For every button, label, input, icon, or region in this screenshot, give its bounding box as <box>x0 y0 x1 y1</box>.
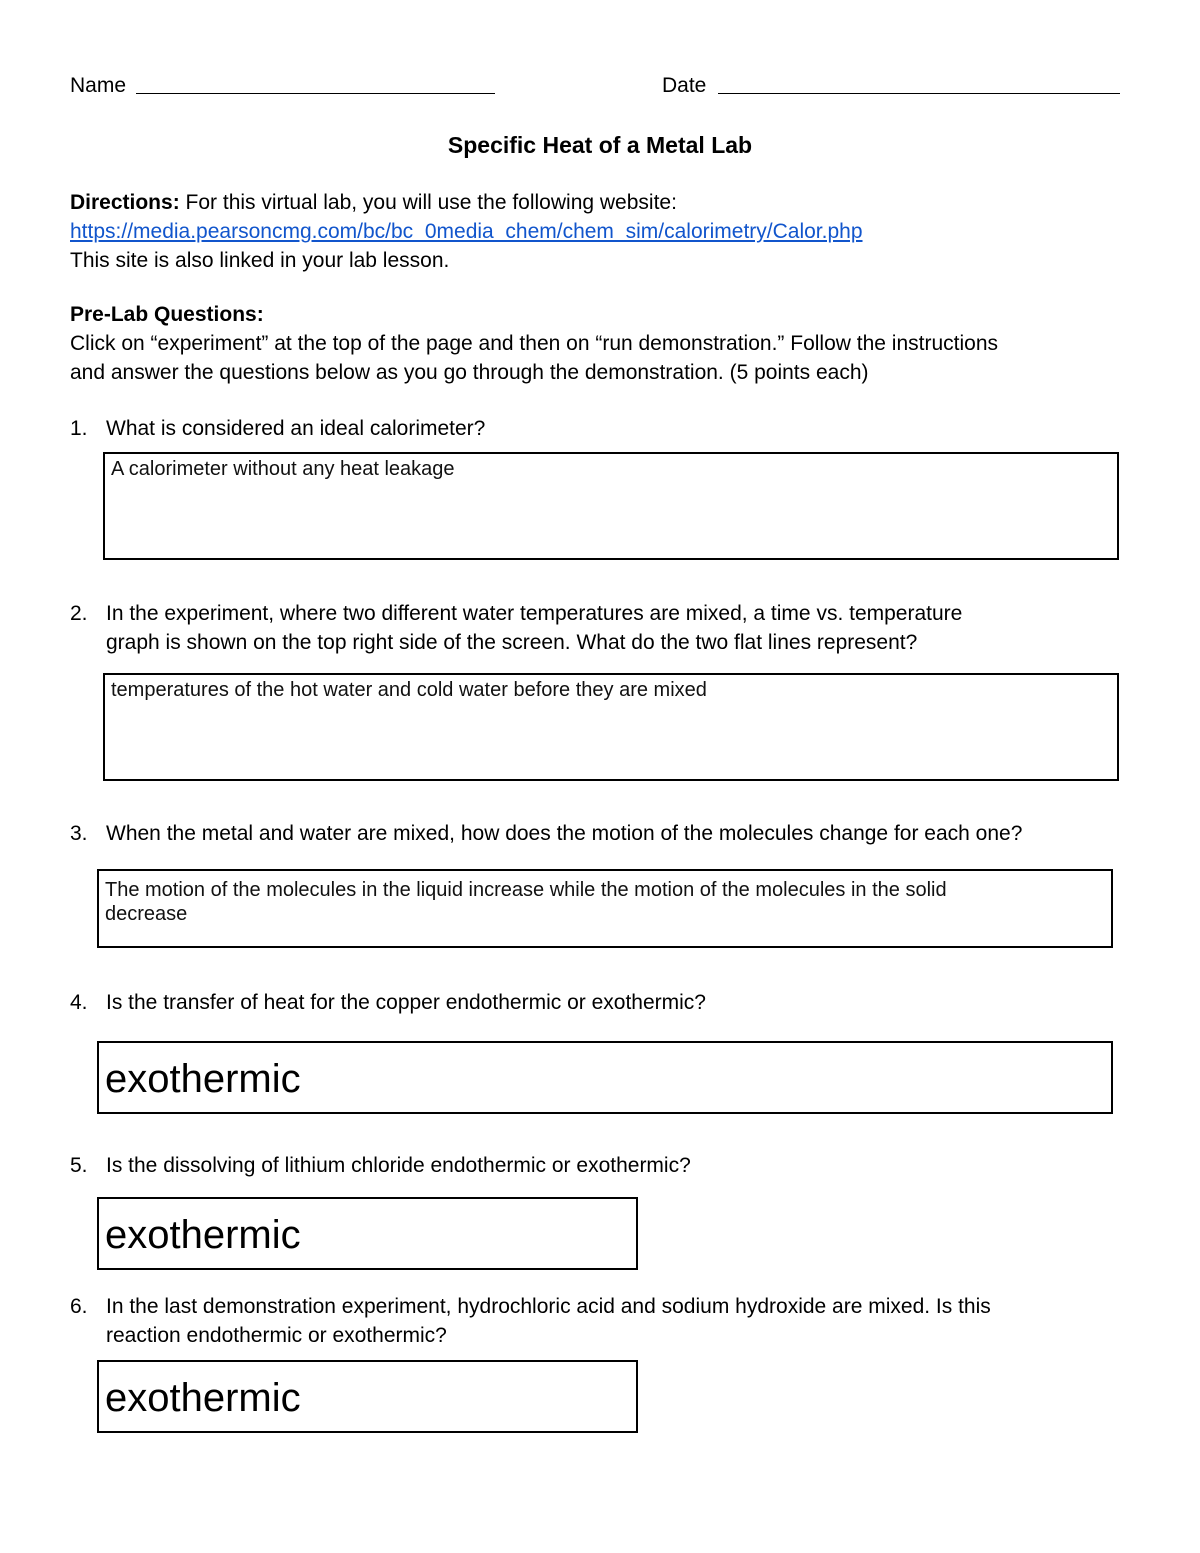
prelab-instructions-line-2: and answer the questions below as you go through the demonstration. (5 points each) <box>70 361 869 384</box>
answer-box[interactable] <box>97 1360 638 1433</box>
question-text <box>106 1292 1136 1350</box>
question-line: graph is shown on the top right side of the screen. What do the two flat lines represent? <box>106 631 918 654</box>
directions-label: Directions: <box>70 191 180 214</box>
question-line: In the experiment, where two different water temperatures are mixed, a time vs. temperature <box>106 602 963 625</box>
directions-note: This site is also linked in your lab lesson. <box>70 249 450 272</box>
name-label: Name <box>70 74 127 97</box>
prelab-section <box>70 300 1130 387</box>
answer-text: exothermic <box>105 1057 301 1101</box>
directions-section <box>70 188 1130 275</box>
question-number: 2. <box>70 602 88 625</box>
question-line: reaction endothermic or exothermic? <box>106 1324 447 1347</box>
question-text <box>106 819 1136 848</box>
question-number: 3. <box>70 822 88 845</box>
question-line: What is considered an ideal calorimeter? <box>106 417 486 440</box>
directions-text: For this virtual lab, you will use the following website: <box>185 191 677 214</box>
answer-box[interactable] <box>97 1197 638 1270</box>
page-title: Specific Heat of a Metal Lab <box>447 132 753 158</box>
answer-text: exothermic <box>105 1376 301 1420</box>
answer-text-line: The motion of the molecules in the liquid increase while the motion of the molecules in the solid <box>105 879 947 901</box>
question-number: 5. <box>70 1154 88 1177</box>
question-text <box>106 1151 1136 1180</box>
answer-text: exothermic <box>105 1213 301 1257</box>
question-line: Is the transfer of heat for the copper endothermic or exothermic? <box>106 991 706 1014</box>
website-link[interactable]: https://media.pearsoncmg.com/bc/bc_0media_chem/chem_sim/calorimetry/Calor.php <box>70 220 863 243</box>
question-number: 4. <box>70 991 88 1014</box>
question-line: In the last demonstration experiment, hydrochloric acid and sodium hydroxide are mixed. Is this <box>106 1295 991 1318</box>
answer-text: A calorimeter without any heat leakage <box>111 458 455 480</box>
question-line: When the metal and water are mixed, how does the motion of the molecules change for each one? <box>106 822 1023 845</box>
answer-text-line: decrease <box>105 903 188 925</box>
question-text <box>106 599 1136 657</box>
question-number: 6. <box>70 1295 88 1318</box>
answer-box[interactable] <box>97 869 1113 948</box>
answer-text: temperatures of the hot water and cold water before they are mixed <box>111 679 707 701</box>
question-number: 1. <box>70 417 88 440</box>
answer-box[interactable] <box>97 1041 1113 1114</box>
answer-box[interactable] <box>103 673 1119 781</box>
question-text <box>106 988 1136 1017</box>
name-field-line[interactable] <box>136 93 495 94</box>
question-line: Is the dissolving of lithium chloride endothermic or exothermic? <box>106 1154 691 1177</box>
date-label: Date <box>662 74 707 97</box>
question-text <box>106 414 1136 443</box>
prelab-heading: Pre-Lab Questions: <box>70 303 264 326</box>
answer-box[interactable] <box>103 452 1119 560</box>
prelab-instructions-line-1: Click on “experiment” at the top of the page and then on “run demonstration.” Follow the instructions <box>70 332 998 355</box>
date-field-line[interactable] <box>718 93 1120 94</box>
